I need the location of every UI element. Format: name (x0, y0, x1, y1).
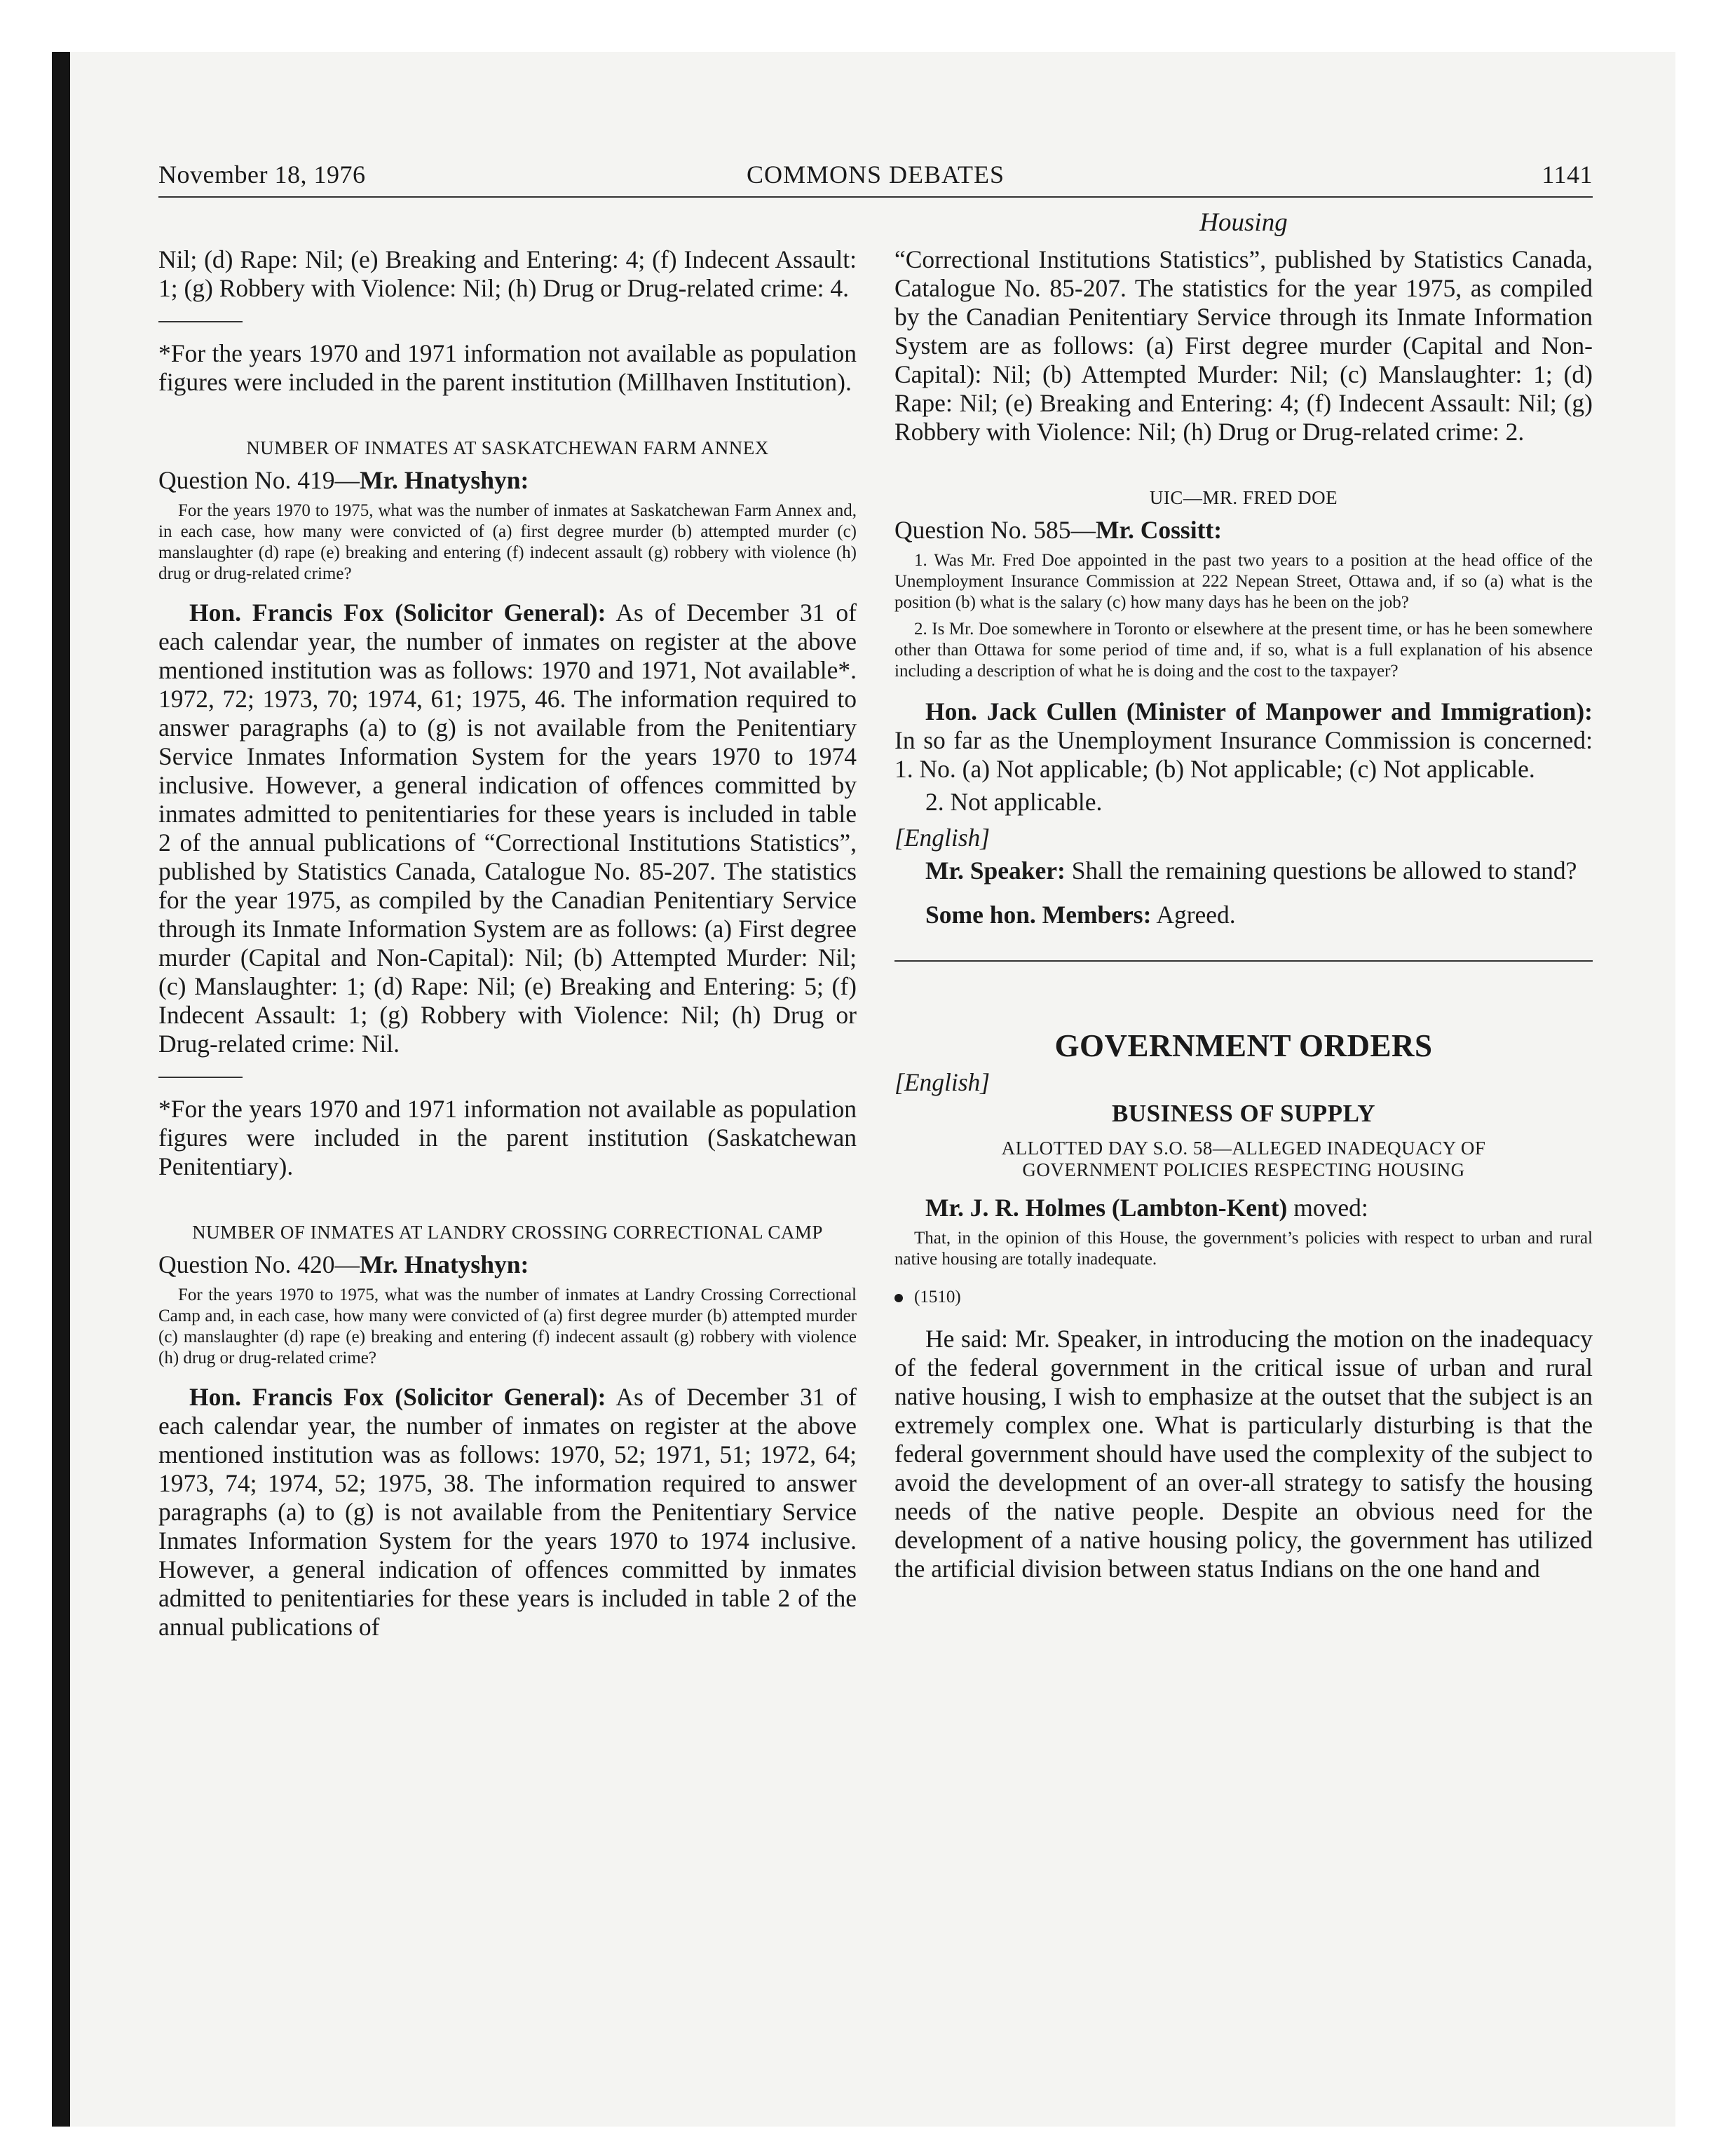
question-585 (894, 516, 1593, 545)
footnote-rule-1 (158, 321, 243, 322)
scan-edge (52, 52, 70, 2127)
question-420-text: For the years 1970 to 1975, what was the number of inmates at Landry Crossing Correctional Camp and, in each case, how many were convicted of (a) first degree murder (b) attempted murder (c) manslaughter (d) rape (e) breaking and entering (f) indecent assault (g) robbery with violence (h) drug or drug-related crime? (158, 1285, 857, 1367)
answer-585 (894, 697, 1593, 784)
right-column (894, 245, 1593, 1583)
question-419 (158, 466, 857, 495)
mover-label: Mr. J. R. Holmes (Lambton-Kent) (925, 1194, 1288, 1222)
footnote-rule-2 (158, 1077, 243, 1078)
speaker-question (894, 857, 1593, 885)
answer-419-text: As of December 31 of each calendar year, the number of inmates on register at the above mentioned institution was as follows: 1970 and 1971, Not available*. 1972, 72; 1973, 70; 1974, 61; 1975, 46. The information required to answer paragraphs (a) to (g) is not available from the Penitentiary Service Inmates Information System for the years 1970 to 1974 inclusive. However, a general indication of offences committed by inmates admitted to penitentiaries for these years is included in table 2 of the annual publications of “Correctional Institutions Statistics”, published by Statistics Canada, Catalogue No. 85-207. The statistics for the year 1975, as compiled by the Canadian Penitentiary Service through its Inmate Information System are as follows: (a) First degree murder (Capital and Non-Capital): Nil; (b) Attempted Murder: Nil; (c) Manslaughter: 1; (d) Rape: Nil; (e) Breaking and Entering: 5; (f) Indecent Assault: 1; (g) Robbery with Violence: Nil; (h) Drug or Drug-related crime: Nil. (158, 599, 857, 1058)
answer-585-speaker: Hon. Jack Cullen (Minister of Manpower and Immigration): (925, 697, 1593, 725)
question-585-asker: Mr. Cossitt: (1095, 516, 1223, 544)
answer-419-speaker: Hon. Francis Fox (Solicitor General): (189, 599, 606, 627)
question-585-part-1: 1. Was Mr. Fred Doe appointed in the past two years to a position at the head office of the Unemployment Insurance Commission at 222 Nepean Street, Ottawa and, if so (a) what is the position (b) what is the salary (c) how many days has he been on the job? (894, 551, 1593, 612)
running-topic: Housing (1199, 208, 1288, 237)
question-420-number: Question No. 420— (158, 1250, 360, 1278)
members-text: Agreed. (1151, 901, 1236, 929)
members-response (894, 901, 1593, 929)
question-419-asker: Mr. Hnatyshyn: (359, 466, 529, 494)
page-header (158, 158, 1593, 198)
answer-585-text: In so far as the Unemployment Insurance Commission is concerned: 1. No. (a) Not applicable; (b) Not applicable; (c) Not applicable. (894, 726, 1593, 783)
time-marker-text: (1510) (914, 1288, 961, 1306)
header-date: November 18, 1976 (158, 161, 366, 189)
right-paragraph-1: “Correctional Institutions Statistics”, published by Statistics Canada, Catalogue No. 85-207. The statistics for the year 1975, as compiled by the Canadian Penitentiary Service through its Inmate Information System are as follows: (a) First degree murder (Capital and Non-Capital): Nil; (b) Attempted Murder: Nil; (c) Manslaughter: 1; (d) Rape: Nil; (e) Breaking and Entering: 4; (f) Indecent Assault: Nil; (g) Robbery with Violence: Nil; (h) Drug or Drug-related crime: 2. (894, 245, 1593, 446)
allotted-day-heading: ALLOTTED DAY S.O. 58—ALLEGED INADEQUACY OF GOVERNMENT POLICIES RESPECTING HOUSING (1001, 1138, 1486, 1180)
answer-420-text: As of December 31 of each calendar year, the number of inmates on register at the above mentioned institution was as follows: 1970, 52; 1971, 51; 1972, 64; 1973, 74; 1974, 52; 1975, 38. The information required to answer paragraphs (a) to (g) is not available from the Penitentiary Service Inmates Information System for the years 1970 to 1974 inclusive. However, a general indication of offences committed by inmates admitted to penitentiaries for these years is included in table 2 of the annual publications of (158, 1383, 857, 1641)
heading-uic-fred-doe: UIC—MR. FRED DOE (1149, 487, 1338, 508)
time-marker (894, 1287, 1593, 1308)
left-paragraph-1: Nil; (d) Rape: Nil; (e) Breaking and Entering: 4; (f) Indecent Assault: 1; (g) Robbery with Violence: Nil; (h) Drug or Drug-related crime: 4. (158, 245, 857, 302)
question-419-number: Question No. 419— (158, 466, 360, 494)
question-419-text: For the years 1970 to 1975, what was the number of inmates at Saskatchewan Farm Annex and, in each case, how many were convicted of (a) first degree murder (b) attempted murder (c) manslaughter (d) rape (e) breaking and entering (f) indecent assault (g) robbery with violence (h) drug or drug-related crime? (158, 501, 857, 583)
mover-line (894, 1194, 1593, 1222)
heading-saskatchewan-farm-annex: NUMBER OF INMATES AT SASKATCHEWAN FARM ANNEX (246, 437, 769, 458)
left-column (158, 245, 857, 1642)
answer-420 (158, 1383, 857, 1642)
heading-landry-crossing: NUMBER OF INMATES AT LANDRY CROSSING CORRECTIONAL CAMP (192, 1222, 823, 1243)
motion-text: That, in the opinion of this House, the government’s policies with respect to urban and rural native housing are totally inadequate. (894, 1229, 1593, 1269)
language-note-1: [English] (894, 824, 991, 852)
question-420-asker: Mr. Hnatyshyn: (359, 1250, 529, 1278)
answer-420-speaker: Hon. Francis Fox (Solicitor General): (189, 1383, 606, 1411)
header-page-number: 1141 (1542, 161, 1593, 189)
answer-419 (158, 599, 857, 1058)
speech-paragraph: He said: Mr. Speaker, in introducing the motion on the inadequacy of the federal government in the critical issue of urban and rural native housing, I wish to emphasize at the outset that the subject is an extremely complex one. What is particularly disturbing is that the federal government should have used the complexity of the subject to avoid the development of an over-all strategy to satisfy the housing needs of the native people. Despite an obvious need for the development of a native housing policy, the government has utilized the artificial division between status Indians on the one hand and (894, 1325, 1593, 1583)
question-585-number: Question No. 585— (894, 516, 1096, 544)
question-585-part-2: 2. Is Mr. Doe somewhere in Toronto or elsewhere at the present time, or has he been somewhere other than Ottawa for some period of time and, if so, what is a full explanation of his absence including a description of what he is doing and the cost to the taxpayer? (894, 620, 1593, 681)
speaker-text: Shall the remaining questions be allowed to stand? (1065, 857, 1577, 885)
subsection-business-of-supply: BUSINESS OF SUPPLY (1112, 1100, 1375, 1127)
question-420 (158, 1250, 857, 1279)
language-note-2: [English] (894, 1068, 991, 1096)
footnote-1: *For the years 1970 and 1971 information not available as population figures were included in the parent institution (Millhaven Institution). (158, 339, 857, 396)
bullet-icon (894, 1294, 903, 1302)
mover-text: moved: (1287, 1194, 1368, 1222)
section-title-government-orders: GOVERNMENT ORDERS (1054, 1028, 1433, 1063)
footnote-2: *For the years 1970 and 1971 information not available as population figures were included in the parent institution (Saskatchewan Penitentiary). (158, 1095, 857, 1180)
answer-585-part-2: 2. Not applicable. (925, 788, 1103, 816)
members-label: Some hon. Members: (925, 901, 1152, 929)
header-title: COMMONS DEBATES (746, 161, 1005, 189)
section-rule (894, 960, 1593, 962)
speaker-label: Mr. Speaker: (925, 857, 1066, 885)
